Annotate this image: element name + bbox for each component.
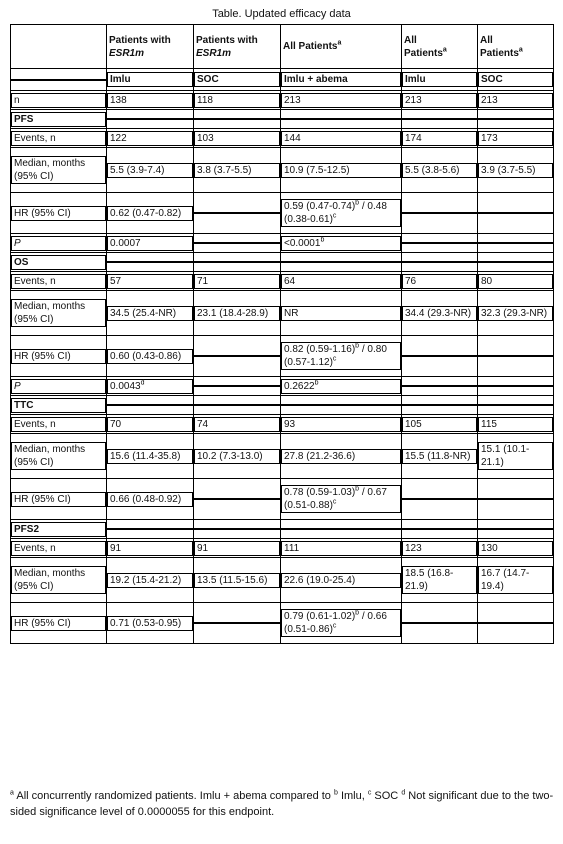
row-label: Median, months (95% CI) [14, 568, 86, 592]
cell-value: 71 [197, 275, 209, 287]
header-arm-cell: SOC [194, 69, 281, 91]
footnote-sup-a: a [10, 789, 14, 797]
row-label: HR (95% CI) [14, 493, 71, 505]
empty-cell [107, 110, 194, 129]
table-caption: Table. Updated efficacy data [212, 8, 351, 20]
footnote [10, 788, 555, 820]
cell-value: 23.1 (18.4-28.9) [197, 307, 269, 319]
cell-value: 91 [197, 542, 209, 554]
section-label: PFS2 [14, 523, 40, 535]
row-label: n [14, 94, 20, 106]
empty-cell [194, 234, 281, 253]
footnote-text-b: Imlu, [337, 790, 368, 802]
table-cell [107, 272, 194, 291]
empty-cell [194, 396, 281, 415]
table-row [11, 434, 554, 479]
table-cell [107, 539, 194, 558]
table-cell [402, 148, 478, 193]
empty-cell [478, 234, 554, 253]
empty-cell [478, 336, 554, 377]
table-row [11, 291, 554, 336]
empty-cell [478, 193, 554, 234]
hr-separator: / [359, 344, 368, 355]
header-group-cell [402, 25, 478, 69]
table-cell [107, 91, 194, 110]
table-cell [281, 193, 402, 234]
empty-cell [281, 520, 402, 539]
section-label-cell [11, 110, 107, 129]
table-cell [107, 558, 194, 603]
empty-cell [107, 520, 194, 539]
cell-value: 0.66 (0.48-0.92) [110, 493, 182, 505]
section-row [11, 396, 554, 415]
empty-cell [478, 479, 554, 520]
table-cell [281, 558, 402, 603]
empty-cell [402, 603, 478, 644]
row-label: P [14, 380, 21, 392]
cell-value: 213 [284, 94, 301, 106]
cell-value: 123 [405, 542, 422, 554]
cell-value: 18.5 (16.8-21.9) [405, 568, 454, 592]
empty-cell [478, 603, 554, 644]
row-label: Events, n [14, 542, 56, 554]
row-label-cell [11, 336, 107, 377]
table-cell [402, 434, 478, 479]
hr-sup-c: c [332, 498, 337, 506]
header-group-cell [281, 25, 402, 69]
empty-cell [194, 377, 281, 396]
row-label: Median, months (95% CI) [14, 158, 86, 182]
empty-cell [402, 336, 478, 377]
row-label-cell [11, 558, 107, 603]
table-cell [194, 291, 281, 336]
row-label-cell [11, 603, 107, 644]
hr-sup-c: c [332, 355, 337, 363]
cell-value: 0.0043 [110, 380, 141, 392]
table-body [11, 25, 554, 644]
hr-value-b: 0.79 (0.61-1.02) [284, 611, 356, 622]
cell-value: 122 [110, 132, 127, 144]
hr-combined-value [284, 486, 398, 512]
hr-value-c: 0.67 (0.51-0.88) [284, 487, 387, 511]
empty-cell [194, 520, 281, 539]
p-row [11, 234, 554, 253]
table-cell [107, 234, 194, 253]
table-cell [107, 415, 194, 434]
hr-row [11, 336, 554, 377]
table-cell [107, 148, 194, 193]
cell-value: 76 [405, 275, 417, 287]
hr-sup-c: c [332, 212, 337, 220]
empty-cell [281, 396, 402, 415]
section-label: PFS [14, 113, 34, 125]
footnote-sup-b: b [334, 789, 338, 797]
empty-cell [478, 377, 554, 396]
table-row [11, 272, 554, 291]
table-row [11, 558, 554, 603]
table-cell [281, 272, 402, 291]
row-label-cell [11, 377, 107, 396]
hr-value-c: 0.80 (0.57-1.12) [284, 344, 387, 368]
table-cell [478, 434, 554, 479]
header-group-line1: All [480, 34, 493, 46]
table-row [11, 148, 554, 193]
empty-cell [402, 110, 478, 129]
hr-row [11, 193, 554, 234]
table-cell [107, 434, 194, 479]
section-label-cell [11, 396, 107, 415]
header-group-sup: a [337, 39, 342, 47]
footnote-sup-d: d [401, 789, 406, 797]
table-cell [402, 272, 478, 291]
table-cell [478, 558, 554, 603]
cell-value: 3.8 (3.7-5.5) [197, 164, 252, 176]
header-group-cell [107, 25, 194, 69]
cell-value: 91 [110, 542, 122, 554]
table-cell [478, 539, 554, 558]
cell-value: 27.8 (21.2-36.6) [284, 450, 356, 462]
cell-sup: b [314, 379, 319, 387]
row-label-cell [11, 434, 107, 479]
cell-value: 34.4 (29.3-NR) [405, 307, 472, 319]
table-cell [107, 377, 194, 396]
header-group-sup: a [442, 46, 447, 54]
row-label: Median, months (95% CI) [14, 444, 86, 468]
empty-cell [194, 603, 281, 644]
section-label-cell [11, 253, 107, 272]
cell-value: 32.3 (29.3-NR) [481, 307, 548, 319]
table-cell [281, 336, 402, 377]
empty-cell [402, 520, 478, 539]
table-cell [281, 129, 402, 148]
cell-value: 118 [197, 94, 213, 106]
table-cell [478, 415, 554, 434]
p-value [284, 237, 324, 250]
table-cell [194, 129, 281, 148]
header-arm-cell: Imlu + abema [281, 69, 402, 91]
cell-value: 103 [197, 132, 214, 144]
header-group-cell [478, 25, 554, 69]
cell-value: 10.2 (7.3-13.0) [197, 450, 263, 462]
cell-value: 0.60 (0.43-0.86) [110, 350, 182, 362]
table-cell [281, 291, 402, 336]
header-group-line2: ESR1m [109, 47, 145, 59]
hr-sup-b: b [355, 609, 360, 617]
row-label-cell [11, 148, 107, 193]
cell-value: 111 [284, 542, 300, 554]
footnote-text-a: All concurrently randomized patients. Imlu + abema compared to [13, 790, 334, 802]
hr-sup-c: c [332, 622, 337, 630]
hr-combined-value [284, 343, 398, 369]
table-cell [194, 91, 281, 110]
cell-value: 5.5 (3.9-7.4) [110, 164, 165, 176]
hr-value-b: 0.78 (0.59-1.03) [284, 487, 356, 498]
row-label: Events, n [14, 418, 56, 430]
table-cell [402, 291, 478, 336]
table-row [11, 129, 554, 148]
empty-cell [281, 253, 402, 272]
empty-cell [194, 110, 281, 129]
hr-sup-b: b [355, 199, 360, 207]
row-label-cell [11, 193, 107, 234]
header-group-line2: Patients [404, 47, 443, 59]
table-cell [281, 234, 402, 253]
row-label-cell [11, 272, 107, 291]
header-arm-cell: Imlu [107, 69, 194, 91]
cell-value: 70 [110, 418, 122, 430]
hr-separator: / [359, 487, 368, 498]
row-label: HR (95% CI) [14, 350, 71, 362]
header-arm-cell: Imlu [402, 69, 478, 91]
p-value [110, 237, 141, 250]
hr-row [11, 603, 554, 644]
p-value [284, 380, 319, 393]
table-cell [402, 91, 478, 110]
footnote-sup-c: c [367, 789, 372, 797]
row-label-cell [11, 415, 107, 434]
cell-value: <0.0001 [284, 237, 321, 249]
hr-value-b: 0.82 (0.59-1.16) [284, 344, 356, 355]
table-cell [281, 91, 402, 110]
header-row-groups [11, 25, 554, 69]
header-group-sup: a [518, 46, 523, 54]
empty-cell [194, 336, 281, 377]
row-label: HR (95% CI) [14, 207, 71, 219]
empty-cell [194, 193, 281, 234]
table-cell [281, 148, 402, 193]
table-cell [194, 415, 281, 434]
header-corner-cell [11, 25, 107, 69]
row-label-cell [11, 234, 107, 253]
table-cell [194, 148, 281, 193]
cell-value: 93 [284, 418, 296, 430]
cell-value: 15.5 (11.8-NR) [405, 450, 471, 462]
table-cell [281, 377, 402, 396]
table-cell [194, 272, 281, 291]
row-label-cell [11, 129, 107, 148]
cell-value: 15.6 (11.4-35.8) [110, 450, 181, 462]
table-cell [281, 434, 402, 479]
empty-cell [194, 253, 281, 272]
cell-value: 57 [110, 275, 122, 287]
header-arm-cell: SOC [478, 69, 554, 91]
cell-value: 173 [481, 132, 498, 144]
table-cell [402, 558, 478, 603]
empty-cell [478, 110, 554, 129]
cell-value: 16.7 (14.7-19.4) [481, 568, 530, 592]
header-group-line1: All Patients [283, 41, 338, 52]
header-group-line1: All [404, 34, 417, 46]
row-label: P [14, 237, 21, 249]
section-row [11, 253, 554, 272]
table-cell [478, 148, 554, 193]
section-label: TTC [14, 399, 34, 411]
cell-value: 10.9 (7.5-12.5) [284, 164, 350, 176]
cell-value: 144 [284, 132, 301, 144]
section-row [11, 110, 554, 129]
header-group-line1: Patients with [109, 34, 171, 46]
cell-value: 80 [481, 275, 493, 287]
row-label-cell [11, 479, 107, 520]
table-cell [402, 415, 478, 434]
row-label: Events, n [14, 275, 56, 287]
table-cell [478, 129, 554, 148]
table-row [11, 415, 554, 434]
cell-value: 213 [405, 94, 422, 106]
table-cell [107, 129, 194, 148]
hr-sup-b: b [355, 485, 360, 493]
empty-cell [402, 234, 478, 253]
empty-cell [402, 479, 478, 520]
cell-value: 0.0007 [110, 237, 141, 249]
row-label-cell [11, 91, 107, 110]
table-cell [194, 539, 281, 558]
cell-value: 34.5 (25.4-NR) [110, 307, 177, 319]
hr-combined-value [284, 200, 398, 226]
table-cell [194, 558, 281, 603]
cell-value: 105 [405, 418, 422, 430]
cell-value: NR [284, 307, 299, 319]
p-row [11, 377, 554, 396]
hr-combined-value [284, 610, 398, 636]
cell-value: 0.62 (0.47-0.82) [110, 207, 182, 219]
hr-separator: / [359, 611, 368, 622]
table-cell [107, 479, 194, 520]
row-label-cell [11, 539, 107, 558]
table-row [11, 91, 554, 110]
table-cell [281, 479, 402, 520]
cell-value: 0.2622 [284, 380, 315, 392]
empty-cell [402, 377, 478, 396]
cell-value: 13.5 (11.5-15.6) [197, 574, 268, 586]
header-group-line2: Patients [480, 47, 519, 59]
empty-cell [478, 396, 554, 415]
efficacy-table [10, 24, 554, 644]
table-row [11, 539, 554, 558]
section-label: OS [14, 256, 29, 268]
header-row-arms [11, 69, 554, 91]
hr-sup-b: b [355, 342, 360, 350]
table-cell [281, 539, 402, 558]
row-label: Events, n [14, 132, 56, 144]
p-value [110, 380, 145, 393]
table-cell [402, 539, 478, 558]
cell-value: 3.9 (3.7-5.5) [481, 164, 536, 176]
cell-sup: b [320, 236, 325, 244]
cell-value: 15.1 (10.1-21.1) [481, 444, 530, 468]
header-arm-corner [11, 69, 107, 91]
cell-value: 74 [197, 418, 209, 430]
table-cell [478, 91, 554, 110]
cell-value: 138 [110, 94, 127, 106]
hr-value-c: 0.66 (0.51-0.86) [284, 611, 387, 635]
row-label-cell [11, 291, 107, 336]
row-label: Median, months (95% CI) [14, 301, 86, 325]
cell-value: 64 [284, 275, 296, 287]
cell-value: 0.71 (0.53-0.95) [110, 617, 182, 629]
empty-cell [402, 396, 478, 415]
header-group-cell [194, 25, 281, 69]
table-cell [107, 291, 194, 336]
hr-row [11, 479, 554, 520]
hr-value-b: 0.59 (0.47-0.74) [284, 201, 356, 212]
cell-value: 22.6 (19.0-25.4) [284, 574, 356, 586]
empty-cell [402, 253, 478, 272]
table-cell [478, 272, 554, 291]
empty-cell [402, 193, 478, 234]
hr-separator: / [359, 201, 368, 212]
table-cell [402, 129, 478, 148]
section-label-cell [11, 520, 107, 539]
cell-value: 130 [481, 542, 498, 554]
empty-cell [478, 520, 554, 539]
table-cell [107, 336, 194, 377]
cell-value: 174 [405, 132, 422, 144]
cell-value: 213 [481, 94, 498, 106]
empty-cell [107, 253, 194, 272]
section-row [11, 520, 554, 539]
empty-cell [194, 479, 281, 520]
header-group-line2: ESR1m [196, 47, 232, 59]
hr-value-c: 0.48 (0.38-0.61) [284, 201, 387, 225]
empty-cell [281, 110, 402, 129]
cell-sup: d [140, 379, 145, 387]
row-label: HR (95% CI) [14, 617, 71, 629]
table-cell [194, 434, 281, 479]
footnote-text-d: Not significant due to the two-sided significance level of 0.0000055 for this endpoint. [10, 790, 554, 818]
table-cell [281, 603, 402, 644]
empty-cell [107, 396, 194, 415]
cell-value: 5.5 (3.8-5.6) [405, 164, 460, 176]
cell-value: 19.2 (15.4-21.2) [110, 574, 182, 586]
table-cell [281, 415, 402, 434]
table-cell [107, 603, 194, 644]
empty-cell [478, 253, 554, 272]
header-group-line1: Patients with [196, 34, 258, 46]
table-cell [107, 193, 194, 234]
cell-value: 115 [481, 418, 497, 430]
footnote-text-c: SOC [371, 790, 402, 802]
table-cell [478, 291, 554, 336]
